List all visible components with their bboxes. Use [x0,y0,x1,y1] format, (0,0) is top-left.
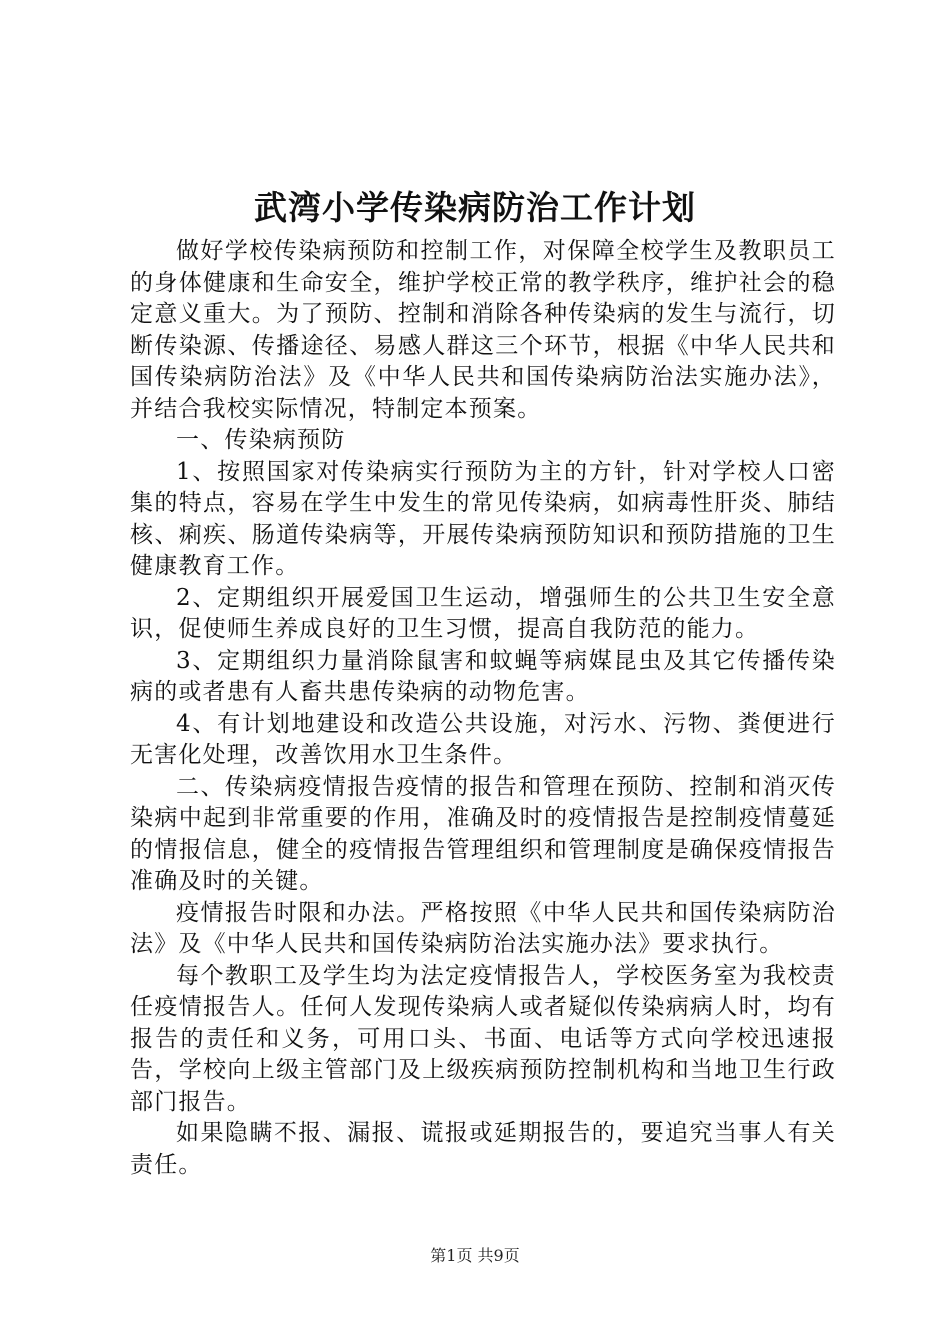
paragraph-intro: 做好学校传染病预防和控制工作，对保障全校学生及教职员工的身体健康和生命安全，维护学校正常的教学秩序，维护社会的稳定意义重大。为了预防、控制和消除各种传染病的发生与流行，切断传染源、传播途径、易感人群这三个环节，根据《中华人民共和国传染病防治法》及《中华人民共和国传染病防治法实施办法》，并结合我校实际情况，特制定本预案。 [130,238,836,422]
paragraph-item-4: 4、有计划地建设和改造公共设施，对污水、污物、粪便进行无害化处理，改善饮用水卫生条件。 [130,710,836,768]
section-heading-prevention: 一、传染病预防 [176,427,346,453]
page-number-footer: 第1页 共9页 [430,1246,520,1265]
paragraph-item-3: 3、定期组织力量消除鼠害和蚊蝇等病媒昆虫及其它传播传染病的或者患有人畜共患传染病的动物危害。 [130,647,836,705]
paragraph-section-reporting: 二、传染病疫情报告疫情的报告和管理在预防、控制和消灭传染病中起到非常重要的作用，准确及时的疫情报告是控制疫情蔓延的情报信息，健全的疫情报告管理组织和管理制度是确保疫情报告准确及时的关键。 [130,773,836,894]
paragraph-item-1: 1、按照国家对传染病实行预防为主的方针，针对学校人口密集的特点，容易在学生中发生的常见传染病，如病毒性肝炎、肺结核、痢疾、肠道传染病等，开展传染病预防知识和预防措施的卫生健康教育工作。 [130,458,836,579]
document-title: 武湾小学传染病防治工作计划 [254,188,696,227]
paragraph-accountability: 如果隐瞒不报、漏报、谎报或延期报告的，要追究当事人有关责任。 [130,1120,836,1178]
paragraph-reporters: 每个教职工及学生均为法定疫情报告人，学校医务室为我校责任疫情报告人。任何人发现传染病人或者疑似传染病病人时，均有报告的责任和义务，可用口头、书面、电话等方式向学校迅速报告，学校向上级主管部门及上级疾病预防控制机构和当地卫生行政部门报告。 [130,962,836,1115]
paragraph-item-2: 2、定期组织开展爱国卫生运动，增强师生的公共卫生安全意识，促使师生养成良好的卫生习惯，提高自我防范的能力。 [130,584,836,642]
paragraph-reporting-deadline: 疫情报告时限和办法。严格按照《中华人民共和国传染病防治法》及《中华人民共和国传染病防治法实施办法》要求执行。 [130,899,836,957]
document-body [130,236,836,1181]
